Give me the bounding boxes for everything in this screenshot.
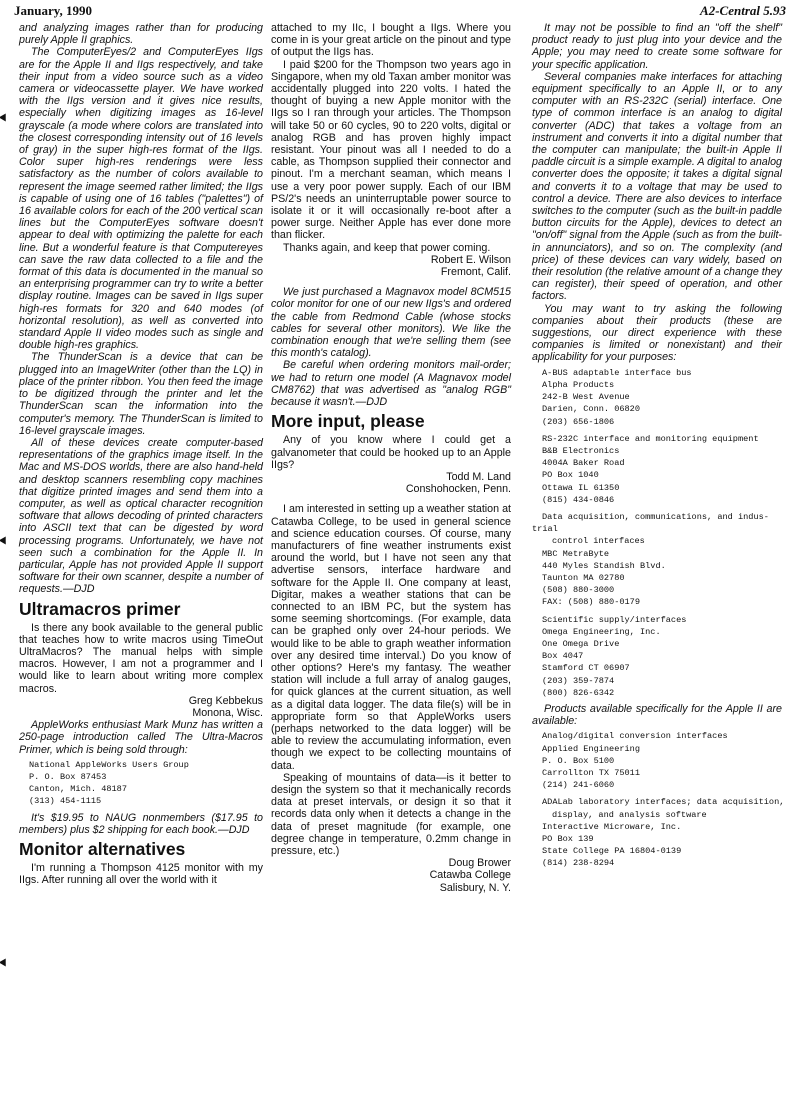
signature-location: Monona, Wisc.	[192, 706, 263, 719]
section-heading: Monitor alternatives	[19, 839, 186, 859]
paragraph: Be careful when ordering monitors mail-order; we had to return one model (A Magnavox model CM8762) that was advertised as "analog RGB" because it wasn't.—DJD	[271, 359, 511, 409]
margin-mark-icon	[0, 958, 9, 968]
section-heading: More input, please	[271, 411, 425, 432]
signature-name: Doug Brower	[448, 857, 511, 870]
column-1	[19, 22, 263, 886]
signature-name: Todd M. Land	[446, 470, 511, 483]
margin-mark-icon	[0, 113, 9, 123]
column-2	[271, 22, 511, 894]
section-heading: Ultramacros primer	[19, 598, 181, 619]
paragraph: AppleWorks enthusiast Mark Munz has written a 250-page introduction called The Ultra-Macros Primer, which is being sold through:	[19, 719, 263, 756]
paragraph: I am interested in setting up a weather station at Catawba College, to be used in general science and science education courses. Of course, many manufacturers of fine weather instruments exist around the world, but I have not seen any that advertise sensors, interface hardware and software for the Apple II. One company at least, Digitar, makes a weather stations that can be connected to an IBM PC, but the system has some seeming shortcomings. (For example, data can be graphed only over 24-hour periods. We would like to be able to graph weather information over any desired time interval.) Do you know of other options? Here's my fantasy. The weather station will include a full array of analog gauges, for quick glances at the current situation, as well as a digital data logger. The data file(s) will be in appropriate form so that AppleWorks users (perhaps networked to the data logger) will be able to review the accumulating information, even though we expect to be collecting mountains of data.	[271, 503, 511, 772]
signature-name: Robert E. Wilson	[430, 253, 511, 266]
paragraph: Several companies make interfaces for attaching equipment specifically to an Apple II, or to any computer with an RS-232C (serial) interface. One type of common interface is an analog to digital converter (ADC) that takes a voltage from an instrument and converts it into a digital number that the computer can manipulate; the built-in Apple II paddle circuit is a simple example. A digital to analog converter does the opposite; it takes a digital signal and converts it to a voltage that may be used to control a device. There are also devices to interface switches to the computer (such as the built-in paddle button circuits for the Apple), devices to detect an "on/off" signal from the Apple (such as from the built-in annunciators), and so on. The complexity (and price) of these devices can vary widely, based on their resolution (the relative amount of a change they can register), their speed of operation, and other factors.	[532, 70, 782, 303]
paragraph: attached to my IIc, I bought a IIgs. Where you come in is your great article on the pinout and type of output the IIgs has.	[271, 22, 511, 59]
signature-location: Salisbury, N. Y.	[439, 881, 511, 894]
signature-location: Fremont, Calif.	[440, 266, 511, 279]
address-block: National AppleWorks Users Group P. O. Box 87453 Canton, Mich. 48187 (313) 454-1115	[29, 759, 189, 807]
paragraph: and analyzing images rather than for producing purely Apple II graphics.	[19, 22, 263, 47]
margin-mark-icon	[0, 536, 9, 546]
company-list: A-BUS adaptable interface bus Alpha Products 242-B West Avenue Darien, Conn. 06820 (203) 656-1806 RS-232C interface and monitoring equipment B&B Electronics 4004A Baker Road PO Box 1040 Ottawa IL 61350 (815) 434-0846 Data acquisition, communications, and indus- trial control interfaces MBC MetraByte 440 Myles Standish Blvd. Taunton MA 02780 (508) 880-3000 FAX: (508) 880-0179 Scientific supply/interfaces Omega Engineering, Inc. One Omega Drive Box 4047 Stamford CT 06907 (203) 359-7874 (800) 826-6342	[532, 367, 769, 698]
signature-organization: Catawba College	[429, 869, 511, 882]
paragraph: Thanks again, and keep that power coming.	[283, 241, 491, 254]
company-list: Analog/digital conversion interfaces Applied Engineering P. O. Box 5100 Carrollton TX 75011 (214) 241-6060 ADALab laboratory interfaces; data acquisition, display, and analysis software Interactive Microware, Inc. PO Box 139 State College PA 16804-0139 (814) 238-8294	[542, 731, 785, 869]
paragraph: The ComputerEyes/2 and ComputerEyes IIgs are for the Apple II and IIgs respectively, and take their input from a video source such as a video camera or videocassette player. We have worked with the IIgs version and it gives nice results, especially when digitizing images as 16-level grayscale (a mode where colors are translated into the closest corresponding intensity out of 16 levels of gray) in the super high-res format of the IIgs. Color super high-res renderings were less satisfactory as the number of colors available to represent the image seemed rather limited; the IIgs is capable of using one of 16 tables ("palettes") of 16 available colors for each of the 200 vertical scan lines but the ComputerEyes software doesn't appear to deal with optimizing the palette for each line. But a wonderful feature is that Computereyes can save the raw data collected to a file and the format of this data is documented in the manual so an enterprising programmer can try to write a better display routine. Images can be saved in IIgs super high-res formats for 320 and 640 modes (of horizontal resolution), as well as converted into standard Apple II video modes such as single and double high-res graphics.	[19, 46, 263, 352]
paragraph: We just purchased a Magnavox model 8CM515 color monitor for one of our new IIgs's and ordered the cable from Redmond Cable (whose stocks cables for several other monitors). We like the combination enough that we're selling them (see this month's catalog).	[271, 286, 511, 360]
paragraph: It's $19.95 to NAUG nonmembers ($17.95 to members) plus $2 shipping for each book.—DJD	[19, 811, 263, 836]
paragraph: Any of you know where I could get a galvanometer that could be hooked up to an Apple IIgs?	[271, 434, 511, 471]
page-header	[0, 0, 800, 22]
column-3	[532, 22, 785, 874]
issue-date: January, 1990	[14, 3, 93, 18]
paragraph: You may want to try asking the following companies about their products (these are suggestions, our direct experience with these companies is limited or nonexistant) and their applicability for your purposes:	[532, 302, 782, 364]
paragraph: It may not be possible to find an "off the shelf" product ready to just plug into your device and the Apple; you may need to create some software for your specific application.	[532, 22, 782, 71]
paragraph: All of these devices create computer-based representations of the graphics image itself. In the Mac and MS-DOS worlds, there are also hand-held and desktop scanners resembling copy machines that digitize printed images and send them into a computer, as well as optical character recognition software that allows decoding of printed characters into ASCII text that can be digested by word processing programs. Unfortunately, we have not seen such a combination for the Apple II. In particular, Apple has not provided Apple II support software for their own scanner, despite a number of requests.—DJD	[19, 436, 263, 596]
paragraph: Is there any book available to the general public that teaches how to write macros using TimeOut UltraMacros? The manual helps with simple macros. However, I am not a programmer and I would like to learn about writing more complex macros.	[19, 621, 263, 695]
paragraph: Speaking of mountains of data—is it better to design the system so that it mechanically records data at preset intervals, or design it so that it records data only when it detects a change in the data of preset magnitude (for example, one degree change in temperature, 0.2mm change in pressure, etc.)	[271, 771, 511, 857]
paragraph: Products available specifically for the Apple II are available:	[532, 702, 782, 728]
signature-name: Greg Kebbekus	[188, 694, 263, 707]
paragraph: The ThunderScan is a device that can be plugged into an ImageWriter (other than the LQ) in place of the printer ribbon. You then feed the image to be digitized through the printer and let the ThunderScan scan the information into the computer's memory. The ThunderScan is limited to 16-level grayscale images.	[19, 351, 263, 437]
page-number: A2-Central 5.93	[700, 3, 786, 18]
signature-location: Conshohocken, Penn.	[405, 483, 511, 496]
paragraph: I'm running a Thompson 4125 monitor with my IIgs. After running all over the world with it	[19, 862, 263, 887]
paragraph: I paid $200 for the Thompson two years ago in Singapore, when my old Taxan amber monitor was accidentally plugged into 220 volts. I hated the thought of buying a new Apple monitor with the IIgs so I ran through your articles. The Thompson will take 50 or 60 cycles, 90 to 220 volts, digital or analog RGB and has proven highly impact resistant. Your pinout was all I needed to do a cable, as Thompson supplied their connector and pinout. I'm a merchant seaman, which means I use a very poor power supply. Each of our IBM PS/2's needs an uninterruptable power source to isolate it or it will occasionally re-boot after a power surge. Neither Apple has ever done more than flicker.	[271, 58, 511, 242]
